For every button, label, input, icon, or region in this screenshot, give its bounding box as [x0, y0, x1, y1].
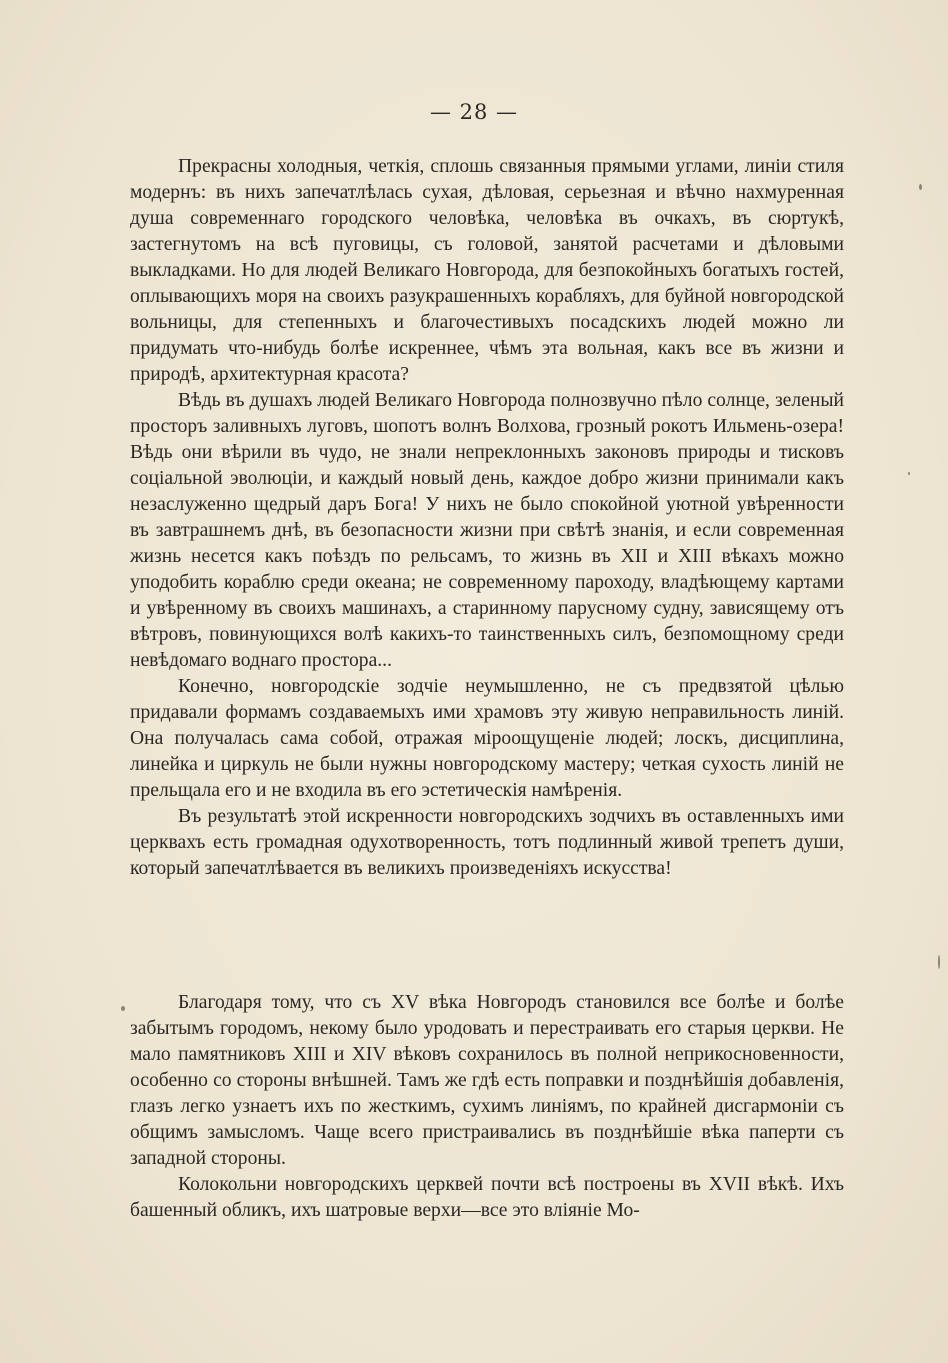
paragraph: Благодаря тому, что съ XV вѣка Новгородъ становился все болѣе и болѣе забытымъ городомъ, некому было уродовать и перестраивать его старыя церкви. Не мало памятниковъ XIII и XIV вѣковъ сохранилось въ полной неприкосновенности, особенно со стороны внѣшней. Тамъ же гдѣ есть поправки и позднѣйшія добавленія, глазъ легко узнаетъ ихъ по жесткимъ, сухимъ линіямъ, по крайней дисгармоніи съ общимъ замысломъ. Чаще всего пристраивались въ позднѣйшіе вѣка паперти съ западной стороны. — [130, 992, 844, 1169]
paper-speck — [919, 184, 922, 190]
paragraph: Колокольни новгородскихъ церквей почти всѣ построены въ XVII вѣкѣ. Ихъ башенный обликъ, ихъ шатровые верхи—все это вліяніе Мо- — [130, 1174, 844, 1221]
text-section-1 — [130, 154, 844, 882]
paragraph: Прекрасны холодныя, четкія, сплошь связанныя прямыми углами, линіи стиля модернъ: въ нихъ запечатлѣлась сухая, дѣловая, серьезная и вѣчно нахмуренная душа современнаго городского человѣка, человѣка въ очкахъ, въ сюртукѣ, застегнутомъ на всѣ пуговицы, съ головой, занятой расчетами и дѣловыми выкладками. Но для людей Великаго Новгорода, для безпокойныхъ богатыхъ гостей, оплывающихъ моря на своихъ разукрашенныхъ корабляхъ, для буйной новгородской вольницы, для степенныхъ и благочестивыхъ посадскихъ людей можно ли придумать что-нибудь болѣе искреннее, чѣмъ эта вольная, какъ все въ жизни и природѣ, архитектурная красота? — [130, 156, 844, 385]
paragraph: Въ результатѣ этой искренности новгородскихъ зодчихъ въ оставленныхъ ими церквахъ есть громадная одухотворенность, тотъ подлинный живой трепетъ души, который запечатлѣвается въ великихъ произведеніяхъ искусства! — [130, 806, 844, 879]
paragraph: Вѣдь въ душахъ людей Великаго Новгорода полнозвучно пѣло солнце, зеленый просторъ заливныхъ луговъ, шопотъ волнъ Волхова, грозный рокотъ Ильмень-озера! Вѣдь они вѣрили въ чудо, не знали непреклонныхъ законовъ природы и тисковъ соціальной эволюціи, и каждый новый день, каждое добро жизни принимали какъ незаслуженно щедрый даръ Бога! У нихъ не было спокойной уютной увѣренности въ завтрашнемъ днѣ, въ безопасности жизни при свѣтѣ знанія, и если современная жизнь несется какъ поѣздъ по рельсамъ, то жизнь въ XII и XIII вѣкахъ можно уподобить кораблю среди океана; не современному пароходу, владѣющему картами и увѣренному въ своихъ машинахъ, а старинному парусному судну, зависящему отъ вѣтровъ, повинующихся волѣ какихъ-то таинственныхъ силъ, безпомощному среди невѣдомаго воднаго простора... — [130, 390, 844, 671]
text-section-2 — [130, 990, 844, 1224]
paper-speck — [938, 955, 940, 969]
paper-speck — [121, 1006, 125, 1011]
page-number: — 28 — — [429, 100, 519, 124]
paper-speck — [908, 472, 910, 475]
paragraph: Конечно, новгородскіе зодчіе неумышленно, не съ предвзятой цѣлью придавали формамъ создаваемыхъ ими храмовъ эту живую неправильность линій. Она получалась сама собой, отражая міроощущеніе людей; лоскъ, дисциплина, линейка и циркуль не были нужны новгородскому мастеру; четкая сухость линій не прельщала его и не входила въ его эстетическія намѣренія. — [130, 676, 844, 801]
